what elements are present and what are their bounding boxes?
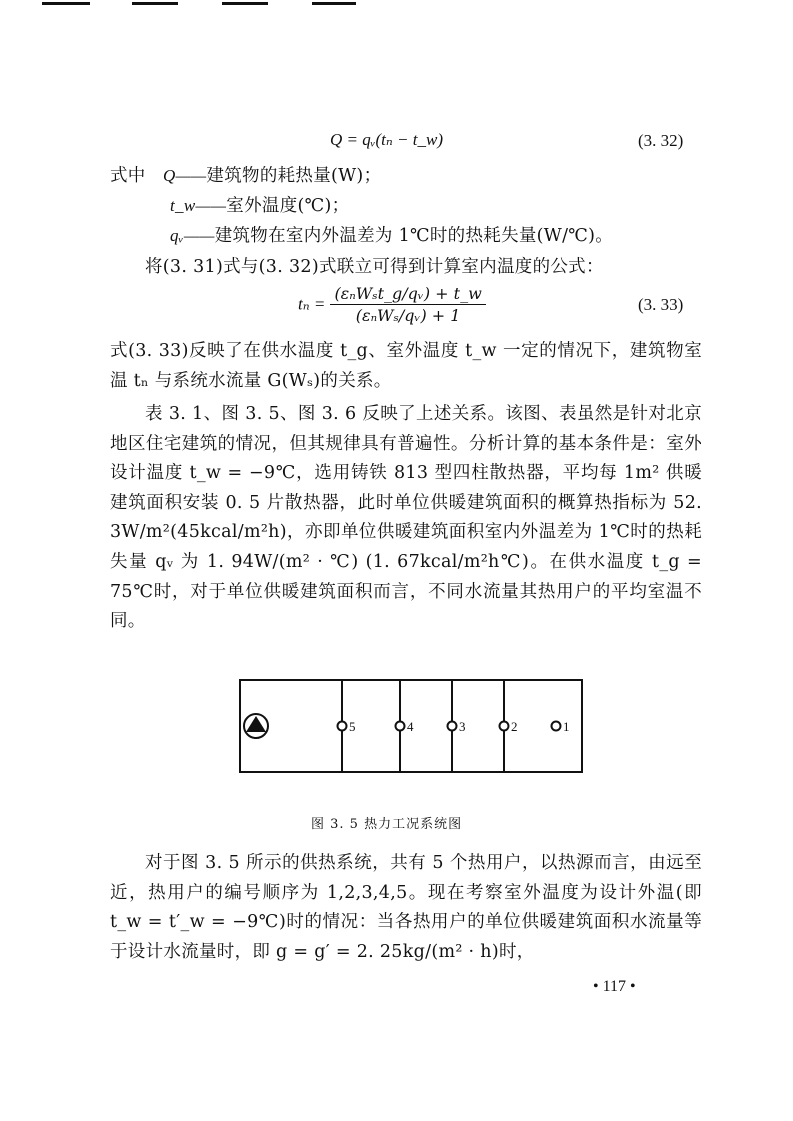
paragraph-intro-formula: 将(3. 31)式与(3. 32)式联立可得到计算室内温度的公式：	[145, 257, 604, 277]
system-diagram-figure	[230, 672, 590, 782]
user-node-4	[396, 722, 405, 731]
user-label-3: 3	[459, 719, 466, 734]
user-label-4: 4	[407, 719, 414, 734]
legend-prefix: 式中	[110, 166, 146, 186]
user-node-2	[500, 722, 509, 731]
equation-3-32: Q = qᵥ(tₙ − t_w)	[330, 130, 443, 149]
legend-symbol: qᵥ——	[170, 226, 215, 245]
equation-3-33-numerator: (εₙWₛt_g/qᵥ) + t_w	[330, 284, 485, 305]
legend-text: 室外温度(℃)；	[226, 196, 350, 216]
legend-item-qv	[170, 222, 613, 247]
legend-symbol: t_w——	[170, 196, 227, 215]
equation-3-33-fraction	[330, 284, 485, 325]
figure-caption: 图 3. 5 热力工况系统图	[311, 817, 463, 832]
heat-source-pump-icon	[244, 714, 268, 738]
page-number: • 117 •	[593, 978, 636, 995]
paragraph-formula-meaning: 式(3. 33)反映了在供水温度 t_g、室外温度 t_w 一定的情况下，建筑物室温 tₙ 与系统水流量 G(Wₛ)的关系。	[110, 341, 702, 391]
legend-symbol: Q——	[163, 166, 207, 185]
top-rule-3	[222, 2, 268, 5]
user-label-2: 2	[511, 719, 518, 734]
paragraph-analysis-conditions: 表 3. 1、图 3. 5、图 3. 6 反映了上述关系。该图、表虽然是针对北京地区住宅建筑的情况，但其规律具有普遍性。分析计算的基本条件是：室外设计温度 t_w = −9℃，选用铸铁 813 型四柱散热器，平均每 1m² 供暖建筑面积安装 0. 5 片散热器，此时单位供暖建筑面积的概算热指标为 52. 3W/m²(45kcal/m²h)，亦即单位供暖建筑面积室内外温差为 1℃时的热耗失量 qᵥ 为 1. 94W/(m² · ℃) (1. 67kcal/m²h℃)。在供水温度 t_g = 75℃时，对于单位供暖建筑面积而言，不同水流量其热用户的平均室温不同。	[110, 404, 702, 632]
legend-item-tw	[170, 192, 349, 217]
equation-3-33-lhs: tₙ =	[298, 294, 326, 314]
top-rule-1	[42, 2, 90, 5]
equation-3-32-number: (3. 32)	[638, 131, 684, 150]
user-node-3	[448, 722, 457, 731]
legend-text: 建筑物的耗热量(W)；	[206, 166, 382, 186]
equation-3-33-number: (3. 33)	[638, 295, 684, 314]
paragraph-system-users: 对于图 3. 5 所示的供热系统，共有 5 个热用户，以热源而言，由远至近，热用户的编号顺序为 1,2,3,4,5。现在考察室外温度为设计外温(即 t_w = t′_w = −9℃)时的情况：当各热用户的单位供暖建筑面积水流量等于设计水流量时，即 g = g′ = 2. 25kg/(m² · h)时，	[110, 853, 702, 962]
user-label-1: 1	[563, 719, 570, 734]
user-node-1	[552, 722, 561, 731]
user-node-5	[338, 722, 347, 731]
legend-text: 建筑物在室内外温差为 1℃时的热耗失量(W/℃)。	[214, 226, 614, 246]
user-label-5: 5	[349, 719, 356, 734]
top-rule-2	[132, 2, 178, 5]
top-rule-4	[312, 2, 356, 5]
equation-3-33-denominator: (εₙWₛ/qᵥ) + 1	[355, 306, 461, 325]
legend-item-q	[163, 162, 381, 187]
equation-3-33	[298, 284, 486, 325]
